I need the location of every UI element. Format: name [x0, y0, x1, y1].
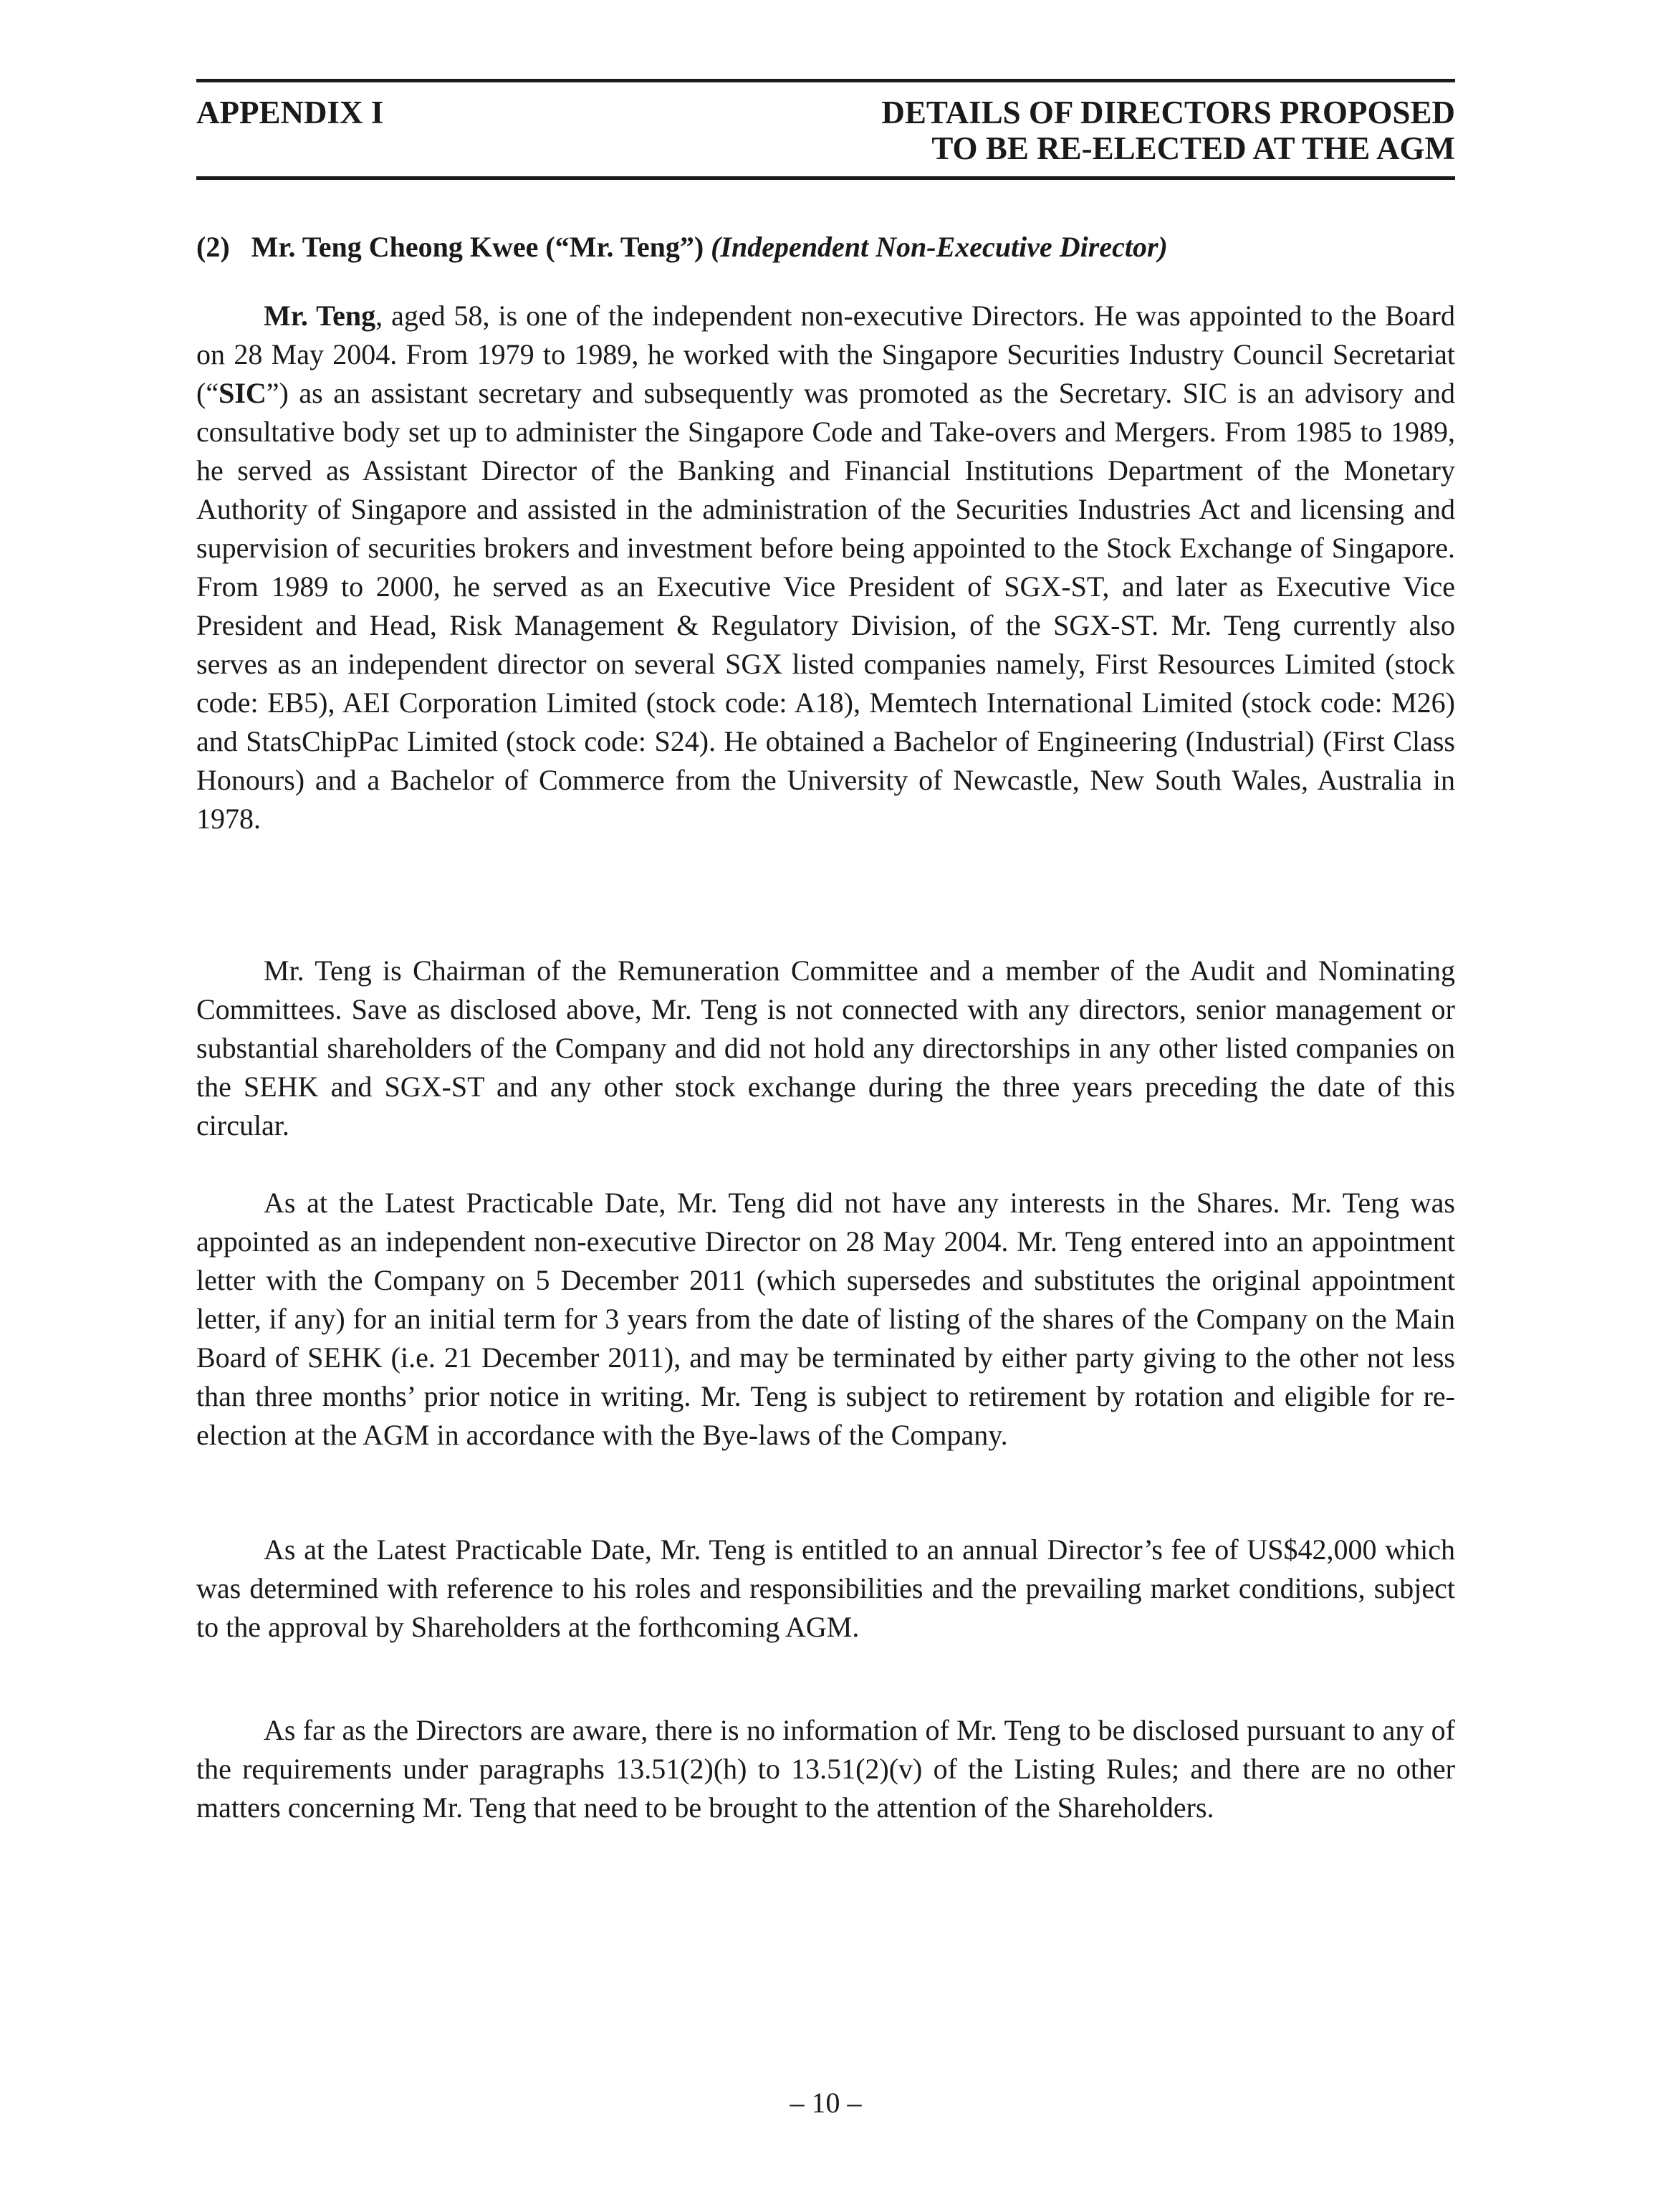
header-bottom-rule: [196, 176, 1455, 180]
document-page: [196, 0, 1455, 2212]
paragraph-fee: As at the Latest Practicable Date, Mr. Teng is entitled to an annual Director’s fee of US$42,000 which was determined with reference to his roles and responsibilities and the prevailing market conditions, subject to the approval by Shareholders at the forthcoming AGM.: [196, 1533, 1455, 1643]
header-title: [881, 95, 1455, 166]
header-title-line-1: DETAILS OF DIRECTORS PROPOSED: [881, 95, 1455, 130]
paragraph-appointment: As at the Latest Practicable Date, Mr. Teng did not have any interests in the Shares. Mr. Teng was appointed as an independent non-executive Director on 28 May 2004. Mr. Teng entered into an appointment letter with the Company on 5 December 2011 (which supersedes and substitutes the original appointment letter, if any) for an initial term for 3 years from the date of listing of the shares of the Company on the Main Board of SEHK (i.e. 21 December 2011), and may be terminated by either party giving to the other not less than three months’ prior notice in writing. Mr. Teng is subject to retirement by rotation and eligible for re-election at the AGM in accordance with the Bye-laws of the Company.: [196, 1187, 1455, 1451]
header-title-line-2: TO BE RE-ELECTED AT THE AGM: [931, 130, 1455, 166]
paragraph-disclosure: As far as the Directors are aware, there is no information of Mr. Teng to be disclosed pursuant to any of the requirements under paragraphs 13.51(2)(h) to 13.51(2)(v) of the Listing Rules; and there are no other matters concerning Mr. Teng that need to be brought to the attention of the Shareholders.: [196, 1714, 1455, 1824]
section-heading: [196, 229, 1168, 265]
section-number: (2): [196, 231, 230, 263]
page-number: – 10 –: [790, 2087, 862, 2119]
sic-abbreviation: SIC: [219, 377, 267, 409]
header-top-rule: [196, 79, 1455, 82]
paragraph-biography-text-2: ”) as an assistant secretary and subsequently was promoted as the Secretary. SIC is an advisory and consultative body set up to administer the Singapore Code and Take-overs and Mergers. From 1985 to 1989, he served as Assistant Director of the Banking and Financial Institutions Department of the Monetary Authority of Singapore and assisted in the administration of the Securities Industries Act and licensing and supervision of securities brokers and investment before being appointed to the Stock Exchange of Singapore. From 1989 to 2000, he served as an Executive Vice President of SGX-ST, and later as Executive Vice President and Head, Risk Management & Regulatory Division, of the SGX-ST. Mr. Teng currently also serves as an independent director on several SGX listed companies namely, First Resources Limited (stock code: EB5), AEI Corporation Limited (stock code: A18), Memtech International Limited (stock code: M26) and StatsChipPac Limited (stock code: S24). He obtained a Bachelor of Engineering (Industrial) (First Class Honours) and a Bachelor of Commerce from the University of Newcastle, New South Wales, Australia in 1978.: [196, 377, 1455, 835]
appendix-label: APPENDIX I: [196, 95, 384, 130]
director-name: Mr. Teng Cheong Kwee (“Mr. Teng”): [251, 231, 704, 263]
paragraph-biography: [196, 297, 1455, 838]
paragraph-biography-text-1: , aged 58, is one of the independent non-executive Directors. He was appointed to the Board on 28 May 2004. From 1979 to 1989, he worked with the Singapore Securities Industry Council Secretariat (“: [196, 300, 1455, 409]
paragraph-committees: Mr. Teng is Chairman of the Remuneration Committee and a member of the Audit and Nominating Committees. Save as disclosed above, Mr. Teng is not connected with any directors, senior management or substantial shareholders of the Company and did not hold any directorships in any other listed companies on the SEHK and SGX-ST and any other stock exchange during the three years preceding the date of this circular.: [196, 954, 1455, 1141]
page-header: [196, 95, 1455, 166]
paragraph-lead-name: Mr. Teng: [264, 300, 376, 332]
director-role: (Independent Non-Executive Director): [711, 231, 1168, 263]
